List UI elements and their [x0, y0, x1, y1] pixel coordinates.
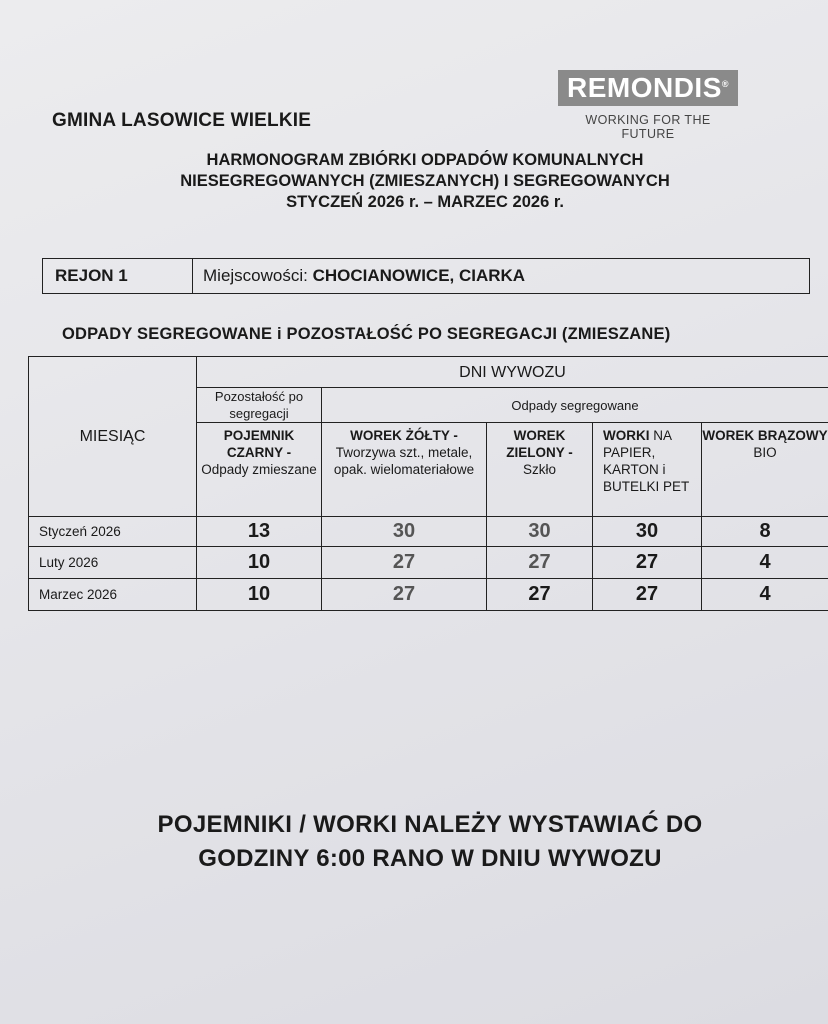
- col-black-title: POJEMNIK CZARNY -: [223, 428, 295, 460]
- date-black: 10: [197, 579, 322, 611]
- row-month: Luty 2026: [29, 547, 197, 579]
- days-header: DNI WYWOZU: [197, 357, 828, 388]
- title-line-1: HARMONOGRAM ZBIÓRKI ODPADÓW KOMUNALNYCH: [206, 151, 644, 169]
- table-row: [29, 579, 828, 611]
- table-row: [29, 547, 828, 579]
- region-localities: [193, 266, 525, 286]
- schedule-table: [28, 356, 828, 611]
- col-black-desc: Odpady zmieszane: [201, 462, 317, 477]
- region-name: REJON 1: [43, 259, 193, 293]
- col-green-bag: [487, 423, 593, 517]
- date-blue: 27: [593, 579, 702, 611]
- localities-value: CHOCIANOWICE, CIARKA: [312, 266, 526, 285]
- row-month: Marzec 2026: [29, 579, 197, 611]
- date-black: 13: [197, 517, 322, 547]
- title-line-2: NIESEGREGOWANYCH (ZMIESZANYCH) I SEGREGOWANYCH: [180, 172, 670, 190]
- row-month: Styczeń 2026: [29, 517, 197, 547]
- segregated-header: Odpady segregowane: [322, 388, 828, 423]
- col-yellow-bag: [322, 423, 487, 517]
- date-brown: 4: [702, 547, 828, 579]
- logo-tagline: WORKING FOR THE FUTURE: [585, 113, 711, 141]
- date-yellow: 30: [322, 517, 487, 547]
- date-blue: 30: [593, 517, 702, 547]
- date-yellow: 27: [322, 579, 487, 611]
- month-header: MIESIĄC: [29, 357, 197, 517]
- date-yellow: 27: [322, 547, 487, 579]
- col-brown-bag: [702, 423, 828, 517]
- document-title: [100, 150, 750, 213]
- pickup-notice: [60, 808, 800, 876]
- date-blue: 27: [593, 547, 702, 579]
- col-yellow-title: WOREK ŻÓŁTY -: [350, 428, 458, 443]
- col-green-title: WOREK ZIELONY -: [506, 428, 573, 460]
- col-black-container: [197, 423, 322, 517]
- localities-label: Miejscowości:: [203, 266, 308, 285]
- col-blue-title: WORKI: [603, 428, 650, 443]
- date-green: 27: [487, 547, 593, 579]
- remondis-logo: [558, 70, 738, 106]
- region-box: [42, 258, 810, 294]
- logo-text: REMONDIS: [566, 72, 722, 103]
- residual-header: Pozostałość po segregacji: [197, 388, 322, 423]
- col-green-desc: Szkło: [522, 462, 556, 477]
- col-brown-title: WOREK BRĄZOWY: [702, 428, 828, 443]
- table-row: [29, 517, 828, 547]
- col-blue-desc: NA PAPIER, KARTON i BUTELKI PET: [603, 428, 690, 494]
- date-black: 10: [197, 547, 322, 579]
- section-title: ODPADY SEGREGOWANE i POZOSTAŁOŚĆ PO SEGREGACJI (ZMIESZANE): [62, 325, 671, 343]
- col-brown-desc: BIO: [753, 445, 777, 460]
- municipality-name: GMINA LASOWICE WIELKIE: [52, 110, 312, 131]
- registered-mark: ®: [721, 79, 730, 89]
- col-yellow-desc: Tworzywa szt., metale, opak. wielomateriałowe: [333, 445, 475, 477]
- notice-line-2: GODZINY 6:00 RANO W DNIU WYWOZU: [198, 845, 662, 872]
- date-brown: 8: [702, 517, 828, 547]
- date-green: 30: [487, 517, 593, 547]
- col-blue-bag: [593, 423, 702, 517]
- notice-line-1: POJEMNIKI / WORKI NALEŻY WYSTAWIAĆ DO: [157, 811, 703, 838]
- date-green: 27: [487, 579, 593, 611]
- date-brown: 4: [702, 579, 828, 611]
- title-line-3: STYCZEŃ 2026 r. – MARZEC 2026 r.: [286, 193, 564, 211]
